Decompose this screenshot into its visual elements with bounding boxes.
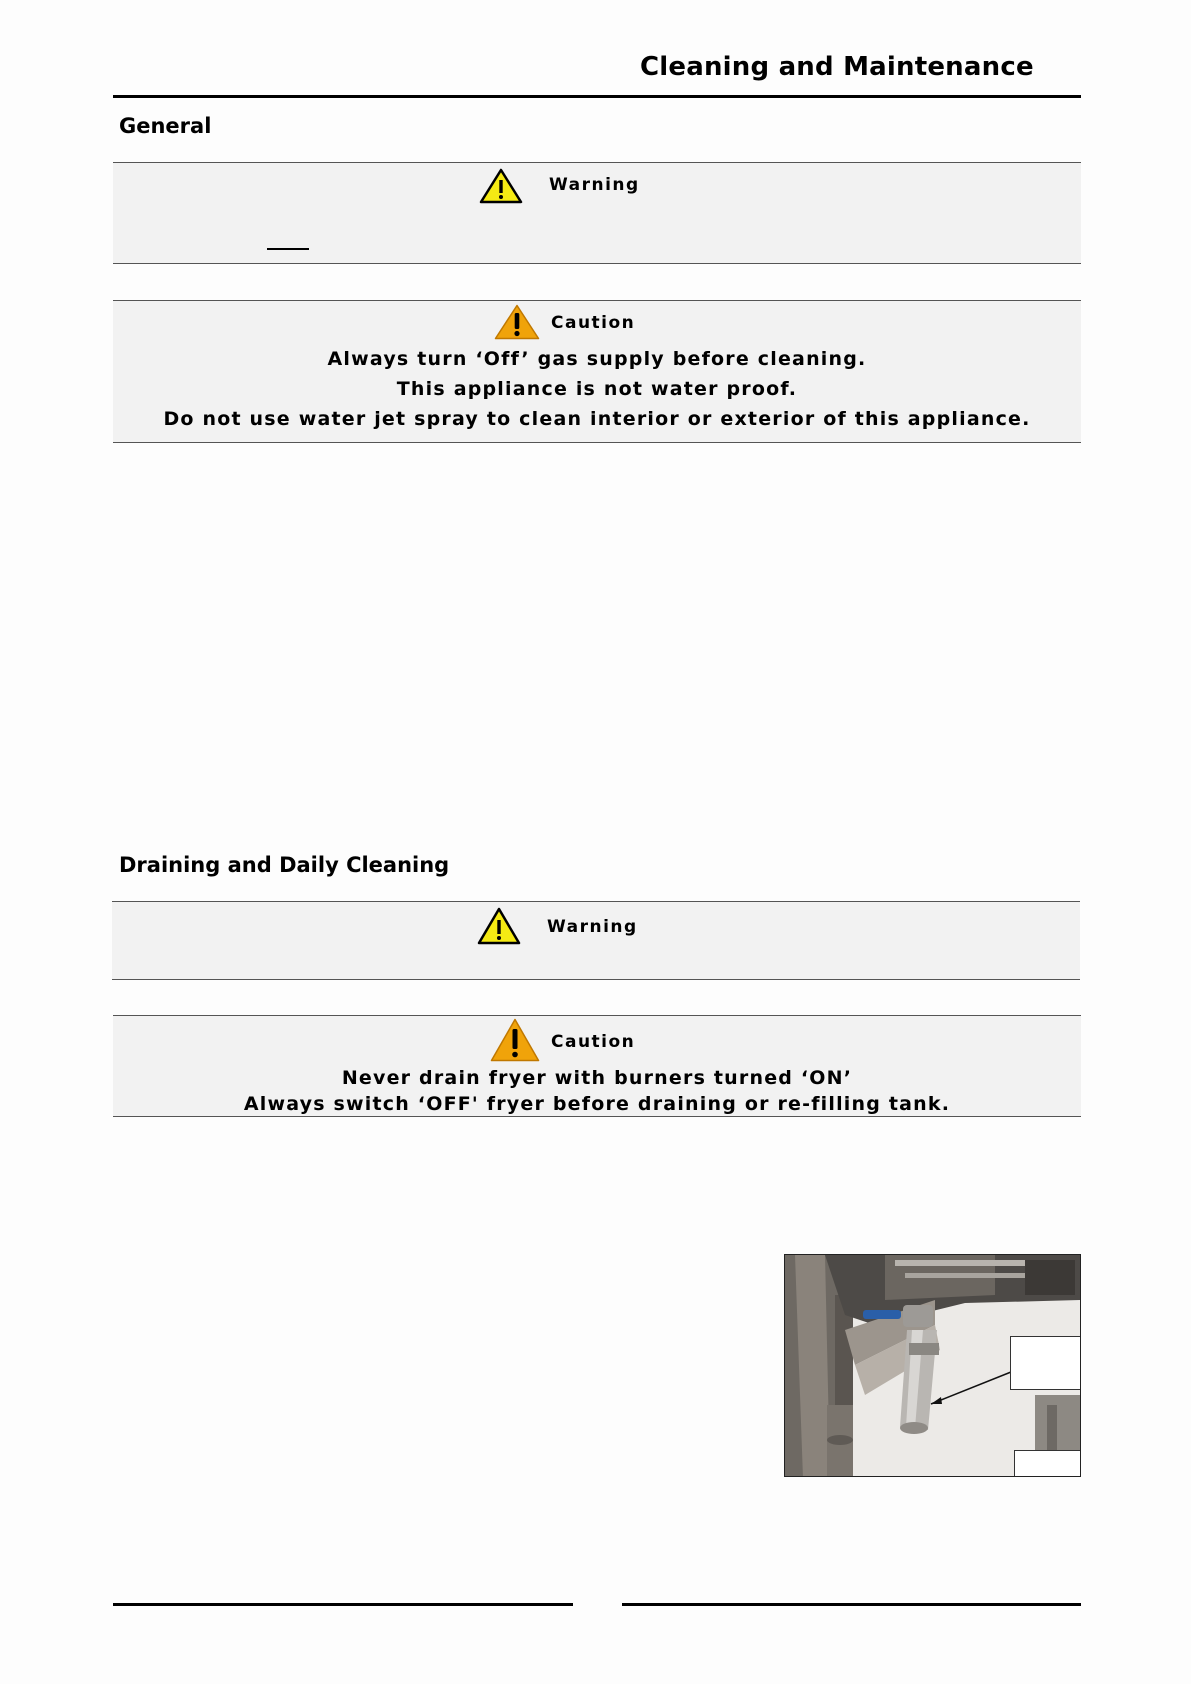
warning-triangle-icon bbox=[479, 168, 523, 204]
warning-triangle-icon bbox=[477, 907, 521, 945]
drain-valve-photo bbox=[784, 1254, 1081, 1477]
figure-caption-box bbox=[1014, 1450, 1081, 1477]
caution-notice bbox=[113, 1015, 1081, 1117]
underline-mark bbox=[267, 248, 309, 250]
caution-title: Caution bbox=[551, 313, 636, 333]
caution-notice bbox=[113, 300, 1081, 443]
caution-line: This appliance is not water proof. bbox=[396, 378, 798, 400]
header-rule bbox=[113, 95, 1081, 98]
warning-title: Warning bbox=[547, 917, 638, 937]
caution-line: Always turn ‘Off’ gas supply before cleaning. bbox=[327, 348, 867, 370]
section-heading-draining: Draining and Daily Cleaning bbox=[119, 853, 450, 877]
warning-notice bbox=[112, 901, 1080, 980]
caution-title: Caution bbox=[551, 1032, 636, 1052]
warning-notice bbox=[113, 162, 1081, 264]
exclamation-triangle-icon bbox=[494, 304, 540, 340]
caution-line: Do not use water jet spray to clean interior or exterior of this appliance. bbox=[163, 408, 1031, 430]
section-heading-general: General bbox=[119, 114, 212, 138]
footer-rule-left bbox=[113, 1603, 573, 1606]
caution-line: Never drain fryer with burners turned ‘ON’ bbox=[341, 1067, 853, 1089]
exclamation-triangle-icon bbox=[490, 1018, 540, 1062]
caution-line: Always switch ‘OFF' fryer before draining or re-filling tank. bbox=[243, 1093, 951, 1115]
footer-rule-right bbox=[622, 1603, 1081, 1606]
warning-title: Warning bbox=[549, 175, 640, 195]
callout-label-box bbox=[1010, 1336, 1081, 1390]
page-title: Cleaning and Maintenance bbox=[640, 52, 1034, 82]
